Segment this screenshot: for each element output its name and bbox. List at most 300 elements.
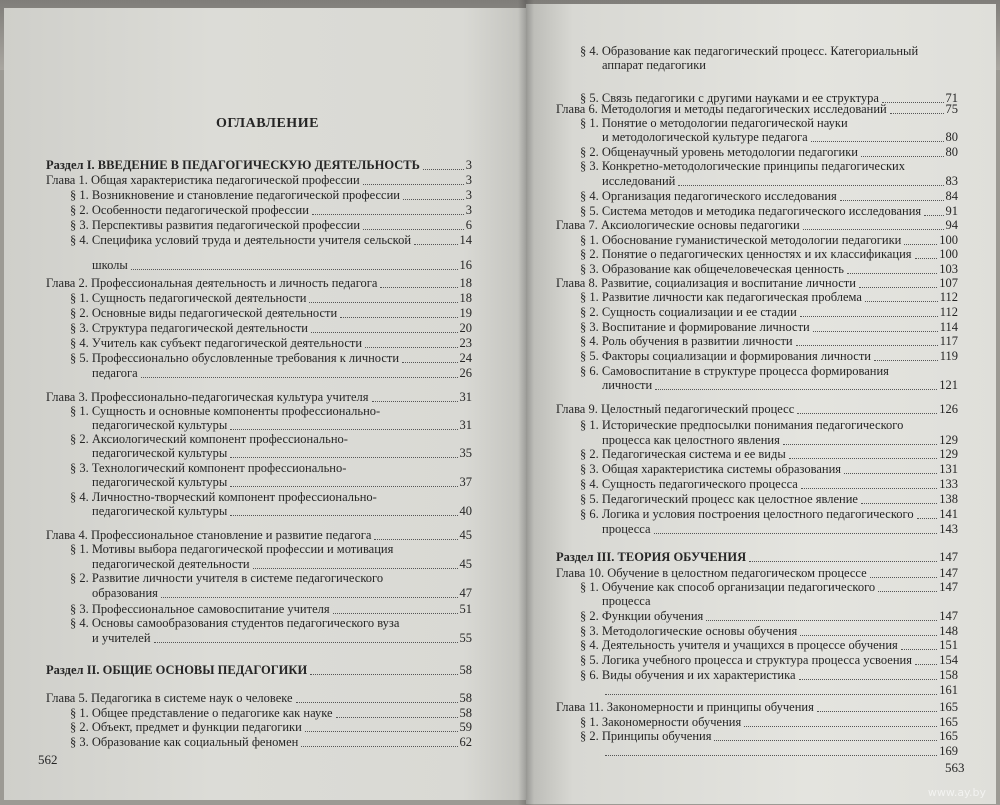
page-number-right: 563 — [945, 760, 965, 775]
toc-entry-line — [70, 306, 472, 321]
toc-chapter-line — [556, 700, 958, 715]
toc-chapter-line — [46, 528, 472, 543]
toc-page-number: 107 — [939, 276, 958, 290]
toc-entry-title: § 4. Образование как педагогический процесс. Категориальный — [580, 44, 919, 58]
toc-entry-title: § 5. Педагогический процесс как целостное явление — [580, 492, 858, 506]
toc-entry-line — [70, 291, 472, 306]
toc-entry-title: § 1. Исторические предпосылки понимания педагогического — [580, 418, 904, 432]
toc-chapter-line — [46, 276, 472, 291]
toc-entry-title: процесса — [602, 522, 651, 536]
dot-leader — [309, 302, 457, 303]
toc-chapter-line — [556, 218, 958, 233]
toc-entry-title: школы — [92, 258, 128, 272]
toc-page-number: 141 — [939, 507, 958, 521]
toc-entry-title: § 2. Аксиологический компонент профессионально- — [70, 432, 348, 446]
toc-entry-title: § 3. Образование как общечеловеческая ценность — [580, 262, 844, 276]
toc-entry-title: § 3. Перспективы развития педагогической профессии — [70, 218, 361, 232]
toc-page-number: 103 — [939, 262, 958, 276]
toc-entry-title: § 1. Сущность педагогической деятельности — [70, 291, 307, 305]
toc-entry-title: Глава 9. Целостный педагогический процесс — [556, 402, 795, 416]
toc-entry-line — [580, 247, 958, 262]
dot-leader — [817, 711, 937, 712]
toc-entry-line — [580, 334, 958, 349]
toc-entry-title: § 2. Объект, предмет и функции педагогики — [70, 720, 302, 734]
toc-entry-title: Глава 5. Педагогика в системе наук о человеке — [46, 691, 293, 705]
toc-entry-title: процесса — [602, 594, 651, 608]
toc-entry-line — [70, 461, 472, 476]
toc-page-number: 45 — [459, 557, 472, 571]
toc-page-number: 19 — [459, 306, 472, 320]
toc-page-number: 24 — [459, 351, 472, 365]
toc-entry-title: Глава 4. Профессиональное становление и развитие педагога — [46, 528, 372, 542]
toc-heading: ОГЛАВЛЕНИЕ — [216, 116, 319, 131]
dot-leader — [230, 486, 457, 487]
toc-entry-title: § 4. Специфика условий труда и деятельности учителя сельской — [70, 233, 412, 247]
left-page — [4, 8, 526, 800]
toc-entry-line — [580, 447, 958, 462]
toc-chapter-line — [556, 102, 958, 117]
toc-entry-title: Глава 3. Профессионально-педагогическая культура учителя — [46, 390, 369, 404]
toc-page-number: 75 — [945, 102, 958, 116]
toc-entry-title: § 6. Виды обучения и их характеристика — [580, 668, 796, 682]
toc-page-number: 3 — [465, 173, 472, 187]
toc-entry-title: § 4. Роль обучения в развитии личности — [580, 334, 793, 348]
dot-leader — [230, 429, 457, 430]
toc-page-number: 133 — [939, 477, 958, 491]
toc-page-number: 3 — [465, 188, 472, 202]
toc-entry-title: педагогической культуры — [92, 504, 228, 518]
toc-page-number: 37 — [459, 475, 472, 489]
toc-page-number: 31 — [459, 390, 472, 404]
toc-entry-line — [70, 218, 472, 233]
toc-entry-line — [602, 58, 958, 73]
toc-page-number: 94 — [945, 218, 958, 232]
book-spine — [518, 0, 534, 805]
toc-page-number: 151 — [939, 638, 958, 652]
toc-entry-title: и учителей — [92, 631, 151, 645]
toc-entry-title: § 1. Понятие о методологии педагогической науки — [580, 116, 848, 130]
toc-entry-line — [580, 44, 958, 59]
toc-entry-line — [92, 418, 472, 433]
dot-leader — [796, 345, 938, 346]
toc-entry-title: Глава 1. Общая характеристика педагогической профессии — [46, 173, 360, 187]
toc-entry-title: Глава 7. Аксиологические основы педагогики — [556, 218, 800, 232]
toc-entry-title: § 3. Общая характеристика системы образования — [580, 462, 842, 476]
toc-entry-line — [602, 522, 958, 537]
toc-page-number: 18 — [459, 276, 472, 290]
toc-page-number: 112 — [939, 305, 958, 319]
toc-page-number: 161 — [939, 683, 958, 697]
toc-entry-line — [580, 262, 958, 277]
toc-entry-title: § 1. Сущность и основные компоненты профессионально- — [70, 404, 381, 418]
toc-page-number: 3 — [465, 203, 472, 217]
toc-entry-line — [580, 116, 958, 131]
dot-leader — [403, 199, 464, 200]
toc-entry-title: § 5. Связь педагогики с другими науками и ее структура — [580, 91, 879, 105]
toc-page-number: 165 — [939, 700, 958, 714]
dot-leader — [605, 755, 937, 756]
dot-leader — [749, 561, 937, 562]
dot-leader — [865, 301, 938, 302]
toc-entry-line — [580, 507, 958, 522]
toc-entry-title: § 2. Сущность социализации и ее стадии — [580, 305, 797, 319]
toc-entry-title: § 4. Основы самообразования студентов педагогического вуза — [70, 616, 400, 630]
toc-entry-line — [92, 557, 472, 572]
toc-page-number: 6 — [465, 218, 472, 232]
toc-entry-line — [602, 378, 958, 393]
toc-page-number: 58 — [459, 706, 472, 720]
toc-section-line — [46, 663, 472, 678]
dot-leader — [714, 740, 937, 741]
dot-leader — [847, 273, 937, 274]
toc-entry-title: Раздел I. ВВЕДЕНИЕ В ПЕДАГОГИЧЕСКУЮ ДЕЯТЕЛЬНОСТЬ — [46, 158, 420, 172]
toc-entry-line — [580, 233, 958, 248]
toc-page-number: 129 — [939, 433, 958, 447]
toc-entry-title: § 2. Принципы обучения — [580, 729, 712, 743]
toc-entry-title: § 1. Возникновение и становление педагогической профессии — [70, 188, 400, 202]
dot-leader — [363, 229, 464, 230]
toc-entry-title: § 5. Логика учебного процесса и структура процесса усвоения — [580, 653, 912, 667]
toc-page-number: 55 — [459, 631, 472, 645]
toc-entry-title: § 1. Обоснование гуманистической методологии педагогики — [580, 233, 902, 247]
dot-leader — [311, 332, 458, 333]
dot-leader — [870, 577, 938, 578]
toc-page-number: 18 — [459, 291, 472, 305]
toc-entry-line — [580, 320, 958, 335]
toc-entry-line — [580, 624, 958, 639]
toc-entry-line — [70, 490, 472, 505]
toc-entry-title: § 4. Личностно-творческий компонент профессионально- — [70, 490, 377, 504]
dot-leader — [402, 362, 457, 363]
toc-entry-title: § 5. Система методов и методика педагогического исследования — [580, 204, 922, 218]
toc-entry-title: § 2. Общенаучный уровень методологии педагогики — [580, 145, 858, 159]
toc-entry-line — [580, 364, 958, 379]
toc-chapter-line — [46, 173, 472, 188]
toc-entry-line — [602, 744, 958, 759]
dot-leader — [380, 287, 457, 288]
toc-entry-line — [92, 631, 472, 646]
toc-entry-line — [580, 418, 958, 433]
toc-entry-title: § 5. Профессионально обусловленные требования к личности — [70, 351, 400, 365]
toc-page-number: 35 — [459, 446, 472, 460]
dot-leader — [154, 642, 458, 643]
toc-page-number: 80 — [945, 130, 958, 144]
toc-entry-line — [70, 188, 472, 203]
dot-leader — [363, 184, 464, 185]
dot-leader — [811, 141, 944, 142]
dot-leader — [844, 473, 937, 474]
toc-entry-line — [580, 715, 958, 730]
dot-leader — [861, 503, 937, 504]
toc-page-number: 100 — [939, 233, 958, 247]
toc-entry-line — [70, 602, 472, 617]
dot-leader — [230, 515, 457, 516]
toc-page-number: 147 — [939, 566, 958, 580]
toc-entry-title: § 2. Функции обучения — [580, 609, 704, 623]
toc-section-line — [556, 550, 958, 565]
toc-entry-title: § 3. Структура педагогической деятельности — [70, 321, 308, 335]
toc-entry-line — [92, 475, 472, 490]
toc-entry-line — [70, 542, 472, 557]
dot-leader — [423, 169, 464, 170]
toc-page-number: 138 — [939, 492, 958, 506]
dot-leader — [305, 731, 458, 732]
toc-page-number: 148 — [939, 624, 958, 638]
dot-leader — [744, 726, 937, 727]
toc-entry-line — [580, 492, 958, 507]
toc-page-number: 119 — [939, 349, 958, 363]
toc-entry-line — [70, 432, 472, 447]
toc-entry-title: Глава 11. Закономерности и принципы обучения — [556, 700, 814, 714]
toc-entry-title: Глава 6. Методология и методы педагогических исследований — [556, 102, 887, 116]
toc-entry-line — [580, 305, 958, 320]
toc-entry-title: § 3. Профессиональное самовоспитание учителя — [70, 602, 330, 616]
toc-page-number: 112 — [939, 290, 958, 304]
dot-leader — [605, 694, 937, 695]
toc-entry-line — [70, 351, 472, 366]
toc-page-number: 59 — [459, 720, 472, 734]
dot-leader — [904, 244, 937, 245]
toc-entry-line — [70, 233, 472, 248]
toc-entry-line — [70, 321, 472, 336]
toc-page-number: 16 — [459, 258, 472, 272]
toc-entry-title: аппарат педагогики — [602, 58, 706, 72]
dot-leader — [141, 377, 458, 378]
dot-leader — [333, 613, 458, 614]
toc-entry-line — [580, 204, 958, 219]
toc-entry-title: § 2. Понятие о педагогических ценностях и их классификация — [580, 247, 912, 261]
toc-entry-title: Глава 10. Обучение в целостном педагогическом процессе — [556, 566, 867, 580]
toc-entry-line — [602, 594, 958, 609]
toc-entry-line — [580, 609, 958, 624]
toc-page-number: 83 — [945, 174, 958, 188]
dot-leader — [131, 269, 458, 270]
dot-leader — [797, 413, 937, 414]
dot-leader — [312, 214, 464, 215]
toc-page-number: 147 — [939, 550, 958, 564]
dot-leader — [861, 156, 944, 157]
dot-leader — [253, 568, 458, 569]
toc-entry-title: § 1. Общее представление о педагогике как науке — [70, 706, 333, 720]
dot-leader — [296, 702, 458, 703]
toc-entry-title: § 4. Сущность педагогического процесса — [580, 477, 798, 491]
dot-leader — [161, 597, 458, 598]
toc-entry-title: образования — [92, 586, 158, 600]
dot-leader — [340, 317, 457, 318]
toc-entry-line — [70, 735, 472, 750]
toc-entry-title: § 3. Конкретно-методологические принципы педагогических — [580, 159, 905, 173]
toc-page-number: 47 — [459, 586, 472, 600]
toc-entry-line — [70, 571, 472, 586]
toc-entry-title: § 6. Самовоспитание в структуре процесса формирования — [580, 364, 889, 378]
toc-page-number: 154 — [939, 653, 958, 667]
dot-leader — [310, 674, 457, 675]
dot-leader — [890, 113, 944, 114]
dot-leader — [372, 401, 458, 402]
toc-entry-line — [602, 683, 958, 698]
toc-chapter-line — [46, 691, 472, 706]
dot-leader — [706, 620, 937, 621]
toc-entry-line — [92, 366, 472, 381]
toc-entry-line — [580, 668, 958, 683]
toc-entry-title: исследований — [602, 174, 676, 188]
toc-entry-title: § 2. Педагогическая система и ее виды — [580, 447, 786, 461]
toc-entry-title: Глава 2. Профессиональная деятельность и личность педагога — [46, 276, 378, 290]
toc-chapter-line — [556, 276, 958, 291]
dot-leader — [301, 746, 457, 747]
toc-page-number: 3 — [465, 158, 472, 172]
dot-leader — [365, 347, 457, 348]
toc-entry-line — [70, 203, 472, 218]
dot-leader — [230, 457, 457, 458]
toc-entry-line — [580, 159, 958, 174]
dot-leader — [789, 458, 937, 459]
dot-leader — [801, 488, 937, 489]
toc-entry-line — [70, 336, 472, 351]
toc-entry-line — [92, 446, 472, 461]
toc-entry-title: § 4. Деятельность учителя и учащихся в процессе обучения — [580, 638, 898, 652]
toc-entry-line — [70, 404, 472, 419]
toc-page-number: 40 — [459, 504, 472, 518]
dot-leader — [915, 258, 938, 259]
dot-leader — [803, 229, 944, 230]
toc-entry-line — [580, 477, 958, 492]
toc-chapter-line — [46, 390, 472, 405]
toc-page-number: 71 — [945, 91, 958, 105]
toc-entry-title: Раздел III. ТЕОРИЯ ОБУЧЕНИЯ — [556, 550, 747, 564]
toc-entry-title: личности — [602, 378, 653, 392]
toc-entry-title: § 2. Основные виды педагогической деятельности — [70, 306, 338, 320]
toc-entry-line — [70, 616, 472, 631]
dot-leader — [374, 539, 457, 540]
watermark: www.ay.by — [927, 786, 986, 799]
dot-leader — [654, 533, 938, 534]
toc-entry-line — [580, 580, 958, 595]
toc-page-number: 165 — [939, 729, 958, 743]
toc-chapter-line — [556, 402, 958, 417]
toc-entry-title: педагогической культуры — [92, 418, 228, 432]
toc-entry-title: § 6. Логика и условия построения целостного педагогического — [580, 507, 914, 521]
dot-leader — [924, 215, 943, 216]
toc-entry-line — [580, 729, 958, 744]
toc-entry-title: педагогической культуры — [92, 475, 228, 489]
dot-leader — [336, 717, 458, 718]
toc-entry-line — [580, 145, 958, 160]
toc-page-number: 45 — [459, 528, 472, 542]
dot-leader — [840, 200, 944, 201]
toc-entry-title: § 1. Мотивы выбора педагогической профессии и мотивация — [70, 542, 394, 556]
toc-entry-title: Раздел II. ОБЩИЕ ОСНОВЫ ПЕДАГОГИКИ — [46, 663, 308, 677]
toc-page-number: 158 — [939, 668, 958, 682]
toc-page-number: 147 — [939, 609, 958, 623]
toc-entry-line — [580, 290, 958, 305]
toc-page-number: 51 — [459, 602, 472, 616]
toc-page-number: 169 — [939, 744, 958, 758]
toc-page-number: 80 — [945, 145, 958, 159]
toc-entry-line — [602, 433, 958, 448]
toc-page-number: 117 — [939, 334, 958, 348]
toc-page-number: 126 — [939, 402, 958, 416]
toc-entry-line — [580, 349, 958, 364]
page-number-left: 562 — [38, 752, 58, 767]
toc-page-number: 147 — [939, 580, 958, 594]
dot-leader — [678, 185, 943, 186]
toc-entry-line — [580, 653, 958, 668]
toc-entry-title: § 4. Учитель как субъект педагогической деятельности — [70, 336, 363, 350]
toc-entry-line — [602, 174, 958, 189]
toc-page-number: 58 — [459, 663, 472, 677]
toc-page-number: 14 — [459, 233, 472, 247]
toc-entry-title: педагога — [92, 366, 138, 380]
dot-leader — [917, 518, 938, 519]
dot-leader — [874, 360, 938, 361]
toc-entry-title: § 1. Развитие личности как педагогическая проблема — [580, 290, 862, 304]
dot-leader — [813, 331, 938, 332]
dot-leader — [799, 679, 938, 680]
toc-page-number: 31 — [459, 418, 472, 432]
dot-leader — [800, 635, 937, 636]
toc-section-line — [46, 158, 472, 173]
dot-leader — [783, 444, 937, 445]
toc-page-number: 26 — [459, 366, 472, 380]
dot-leader — [414, 244, 457, 245]
toc-entry-line — [580, 462, 958, 477]
toc-page-number: 62 — [459, 735, 472, 749]
toc-entry-title: § 4. Организация педагогического исследования — [580, 189, 837, 203]
toc-entry-line — [92, 504, 472, 519]
toc-entry-title: педагогической культуры — [92, 446, 228, 460]
toc-entry-line — [70, 706, 472, 721]
toc-page-number: 91 — [945, 204, 958, 218]
toc-entry-title: педагогической деятельности — [92, 557, 250, 571]
dot-leader — [915, 664, 937, 665]
toc-page-number: 84 — [945, 189, 958, 203]
toc-page-number: 121 — [939, 378, 958, 392]
dot-leader — [800, 316, 938, 317]
toc-entry-title: § 3. Технологический компонент профессионально- — [70, 461, 347, 475]
toc-page-number: 131 — [939, 462, 958, 476]
toc-page-number: 23 — [459, 336, 472, 350]
toc-chapter-line — [556, 566, 958, 581]
toc-entry-title: § 3. Образование как социальный феномен — [70, 735, 299, 749]
dot-leader — [901, 649, 937, 650]
toc-page-number: 114 — [939, 320, 958, 334]
dot-leader — [859, 287, 937, 288]
toc-page-number: 20 — [459, 321, 472, 335]
toc-entry-title: § 3. Воспитание и формирование личности — [580, 320, 810, 334]
toc-entry-title: § 5. Факторы социализации и формирования личности — [580, 349, 871, 363]
toc-entry-line — [92, 586, 472, 601]
dot-leader — [878, 591, 937, 592]
toc-page-number: 143 — [939, 522, 958, 536]
toc-entry-title: § 2. Особенности педагогической профессии — [70, 203, 309, 217]
toc-entry-line — [92, 258, 472, 273]
toc-entry-line — [70, 720, 472, 735]
toc-entry-title: Глава 8. Развитие, социализация и воспитание личности — [556, 276, 856, 290]
toc-page-number: 129 — [939, 447, 958, 461]
toc-entry-title: § 3. Методологические основы обучения — [580, 624, 798, 638]
right-page — [526, 4, 996, 804]
dot-leader — [655, 389, 937, 390]
toc-entry-title: и методологической культуре педагога — [602, 130, 808, 144]
toc-page-number: 165 — [939, 715, 958, 729]
toc-entry-line — [602, 130, 958, 145]
toc-page-number: 58 — [459, 691, 472, 705]
toc-entry-title: § 2. Развитие личности учителя в системе педагогического — [70, 571, 384, 585]
toc-entry-line — [580, 189, 958, 204]
toc-entry-line — [580, 638, 958, 653]
toc-page-number: 100 — [939, 247, 958, 261]
